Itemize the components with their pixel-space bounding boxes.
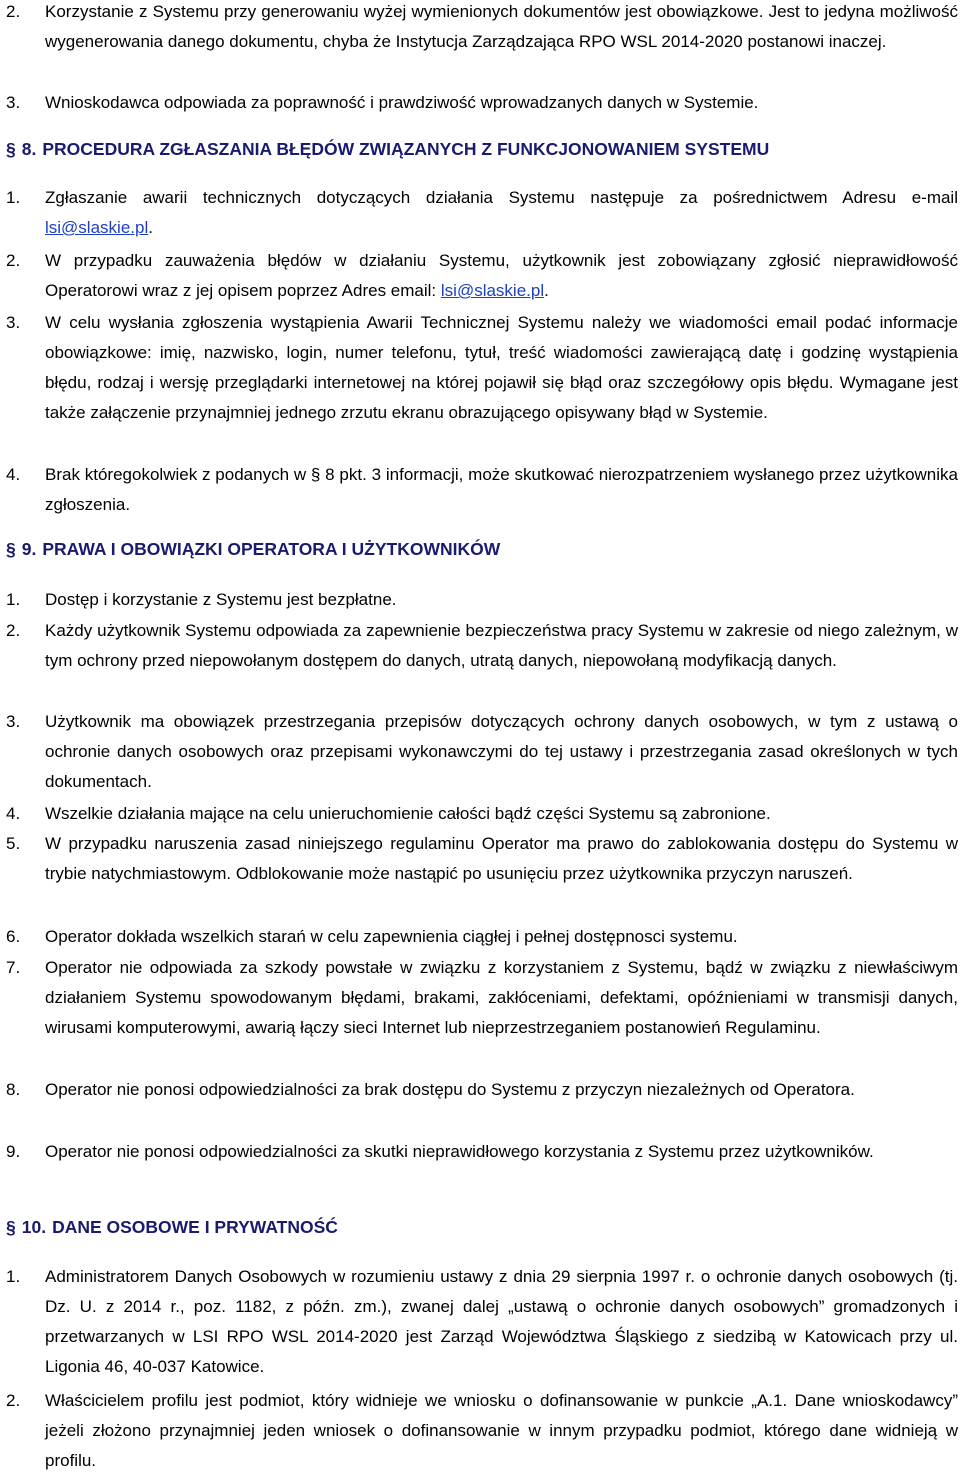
item-text: W przypadku naruszenia zasad niniejszego regulaminu Operator ma prawo do zablokowania dostępu do Systemu w trybie natychmiastowym. Odblokowanie może nastąpić po usunięciu przez użytkownika przyczyn naruszeń.: [45, 834, 958, 883]
section-symbol: §: [6, 539, 16, 559]
section-number: 8.: [21, 139, 37, 159]
item-text: Operator nie odpowiada za szkody powstałe w związku z korzystaniem z Systemu, bądź w związku z niewłaściwym działaniem Systemu spowodowanym błędami, brakami, zakłóceniami, defektami, opóźnieniami w transmisji danych, wirusami komputerowymi, awarią łączy sieci Internet lub nieprzestrzeganiem postanowień Regulaminu.: [45, 958, 958, 1037]
item-text: Administratorem Danych Osobowych w rozumieniu ustawy z dnia 29 sierpnia 1997 r. o ochronie danych osobowych (tj. Dz. U. z 2014 r., poz. 1182, z późn. zm.), zwanej dalej „ustawą o ochronie danych osobowych” gromadzonych i przetwarzanych w LSI RPO WSL 2014-2020 jest Zarząd Województwa Śląskiego z siedzibą w Katowicach przy ul. Ligonia 46, 40-037 Katowice.: [45, 1267, 958, 1376]
section-heading-10: [6, 1217, 338, 1238]
item-number: 1.: [6, 590, 21, 609]
section-number: 9.: [21, 539, 37, 559]
item-number: 7.: [6, 958, 21, 977]
item-text: Operator nie ponosi odpowiedzialności za skutki nieprawidłowego korzystania z Systemu przez użytkowników.: [45, 1142, 874, 1161]
email-link[interactable]: lsi@slaskie.pl: [440, 281, 545, 300]
item-number: 3.: [6, 712, 21, 731]
item-number: 2.: [6, 621, 21, 640]
section-number: 10.: [21, 1217, 47, 1237]
section-heading-8: [6, 139, 769, 160]
item-text: Użytkownik ma obowiązek przestrzegania przepisów dotyczących ochrony danych osobowych, w tym z ustawą o ochronie danych osobowych oraz przepisami wykonawczymi do tej ustawy i przestrzegania zasad określonych w tych dokumentach.: [45, 712, 958, 791]
section-symbol: §: [6, 1217, 16, 1237]
item-number: 5.: [6, 834, 21, 853]
item-text: Każdy użytkownik Systemu odpowiada za zapewnienie bezpieczeństwa pracy Systemu w zakresie od niego zależnym, w tym ochrony przed niepowołanym dostępem do danych, utratą danych, niepowołaną modyfikacją danych.: [45, 621, 958, 670]
item-number: 9.: [6, 1142, 21, 1161]
item-text: Wnioskodawca odpowiada za poprawność i prawdziwość wprowadzanych danych w Systemie.: [45, 93, 759, 112]
item-number: 2.: [6, 251, 21, 270]
item-text: W celu wysłania zgłoszenia wystąpienia Awarii Technicznej Systemu należy we wiadomości email podać informacje obowiązkowe: imię, nazwisko, login, numer telefonu, tytuł, treść wiadomości zawierającą datę i godzinę wystąpienia błędu, rodzaj i wersję przeglądarki internetowej na której pojawił się błąd oraz szczegółowy opis błędu. Wymagane jest także załączenie przynajmniej jednego zrzutu ekranu obrazującego opisywany błąd w Systemie.: [45, 313, 958, 422]
section-heading-9: [6, 539, 500, 560]
item-number: 1.: [6, 1267, 21, 1286]
item-text: Właścicielem profilu jest podmiot, który widnieje we wniosku o dofinansowanie w punkcie „A.1. Dane wnioskodawcy” jeżeli złożono przynajmniej jeden wniosek o dofinansowanie w innym przypadku podmiot, którego dane widnieją w profilu.: [45, 1391, 958, 1470]
item-text: Brak któregokolwiek z podanych w § 8 pkt. 3 informacji, może skutkować nierozpatrzeniem wysłanego przez użytkownika zgłoszenia.: [45, 465, 958, 514]
item-text: Operator dokłada wszelkich starań w celu zapewnienia ciągłej i pełnej dostępnosci systemu.: [45, 927, 738, 946]
section-title: DANE OSOBOWE I PRYWATNOŚĆ: [52, 1217, 338, 1237]
section-title: PRAWA I OBOWIĄZKI OPERATORA I UŻYTKOWNIKÓW: [42, 539, 501, 559]
section-symbol: §: [6, 139, 16, 159]
item-number: 4.: [6, 465, 21, 484]
section-title: PROCEDURA ZGŁASZANIA BŁĘDÓW ZWIĄZANYCH Z FUNKCJONOWANIEM SYSTEMU: [42, 139, 770, 159]
item-text: Zgłaszanie awarii technicznych dotyczących działania Systemu następuje za pośrednictwem Adresu e-mail lsi@slaskie.pl.: [45, 188, 958, 237]
item-number: 2.: [6, 2, 21, 21]
item-number: 3.: [6, 313, 21, 332]
item-number: 6.: [6, 927, 21, 946]
item-number: 3.: [6, 93, 21, 112]
item-text: Dostęp i korzystanie z Systemu jest bezpłatne.: [45, 590, 397, 609]
item-text: Korzystanie z Systemu przy generowaniu wyżej wymienionych dokumentów jest obowiązkowe. Jest to jedyna możliwość wygenerowania danego dokumentu, chyba że Instytucja Zarządzająca RPO WSL 2014-2020 postanowi inaczej.: [45, 2, 958, 51]
item-number: 8.: [6, 1080, 21, 1099]
email-link[interactable]: lsi@slaskie.pl: [45, 218, 149, 237]
item-number: 1.: [6, 188, 21, 207]
item-number: 2.: [6, 1391, 21, 1410]
item-number: 4.: [6, 804, 21, 823]
item-text: Operator nie ponosi odpowiedzialności za brak dostępu do Systemu z przyczyn niezależnych od Operatora.: [45, 1080, 855, 1099]
item-text: Wszelkie działania mające na celu unieruchomienie całości bądź części Systemu są zabronione.: [45, 804, 771, 823]
item-text: W przypadku zauważenia błędów w działaniu Systemu, użytkownik jest zobowiązany zgłosić nieprawidłowość Operatorowi wraz z jej opisem poprzez Adres email: lsi@slaskie.pl.: [45, 251, 958, 300]
